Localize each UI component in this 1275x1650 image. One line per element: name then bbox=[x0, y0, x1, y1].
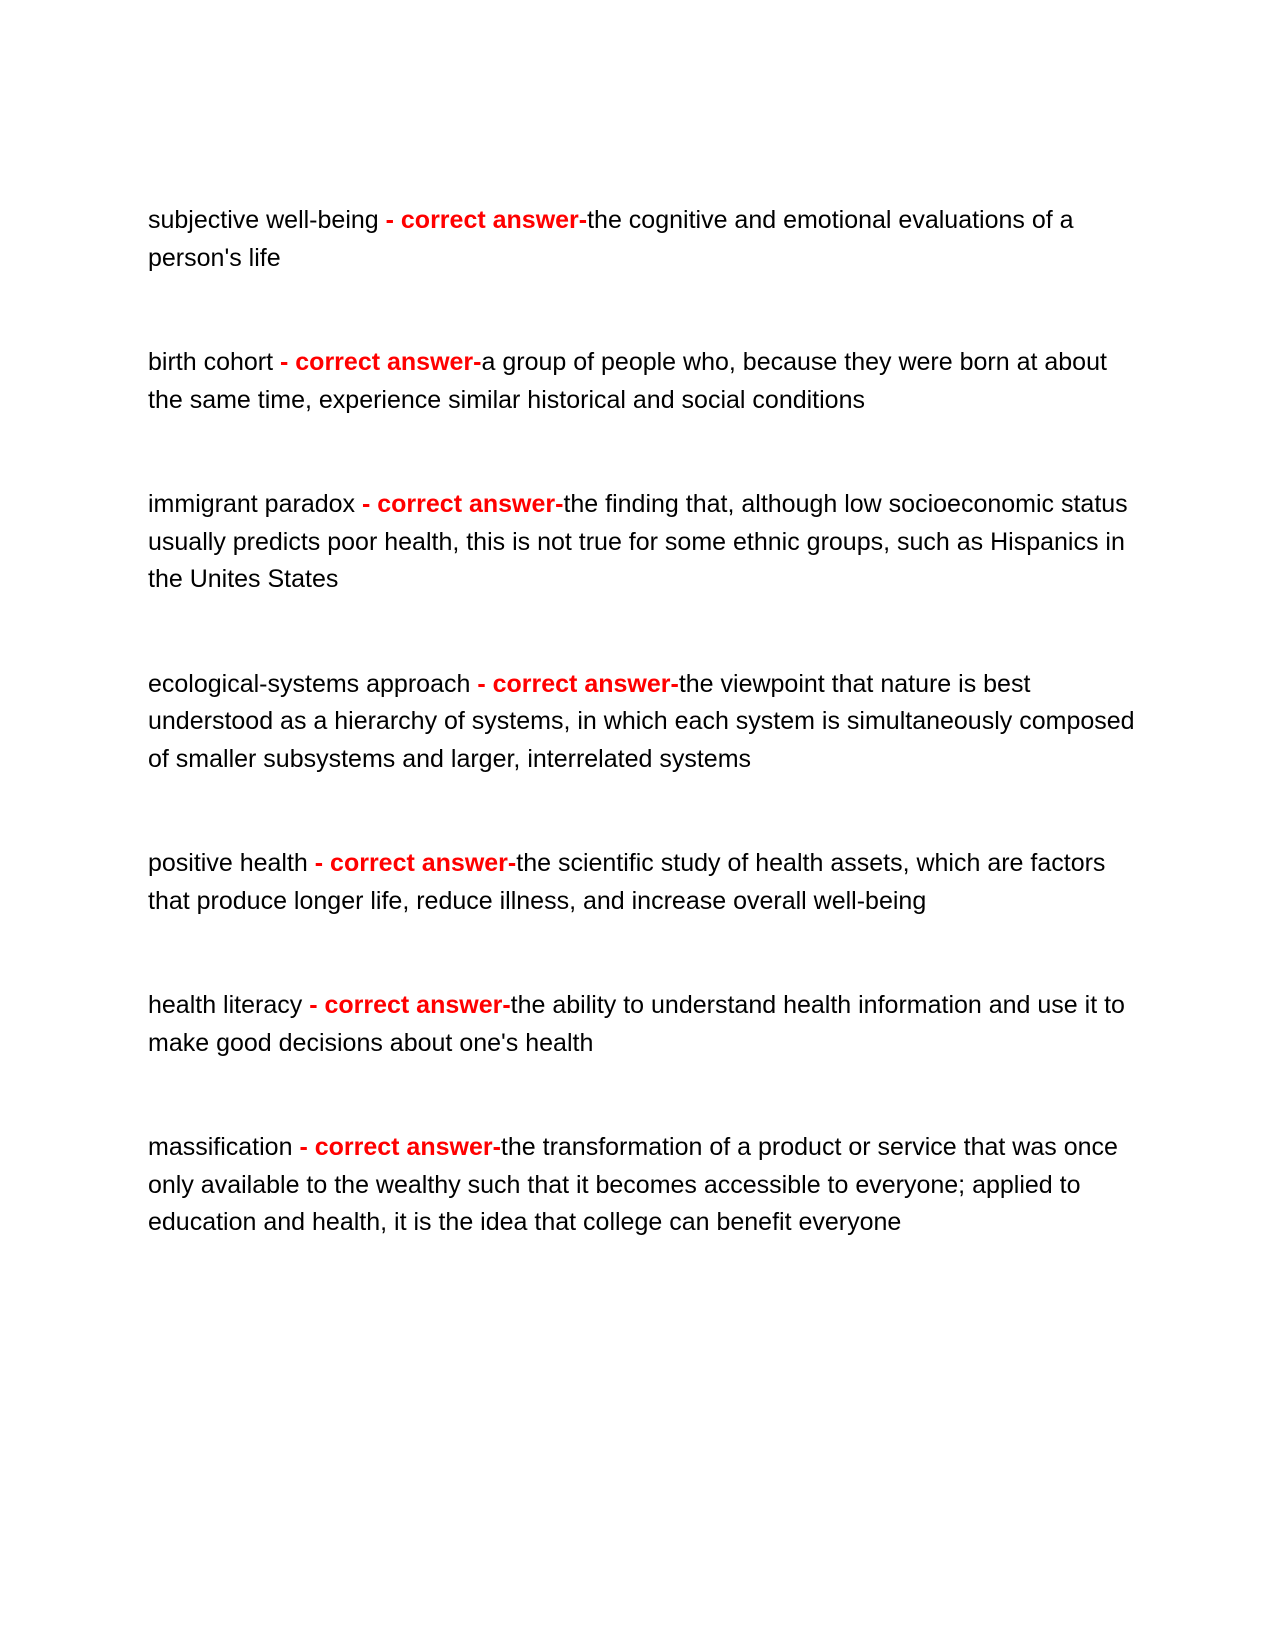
entry-definition: the scientific study of health assets, which are factors that produce longer life, reduce illness, and increase overall well-being bbox=[148, 849, 1106, 915]
flashcard-entry bbox=[148, 1129, 1138, 1242]
correct-answer-separator: - correct answer- bbox=[273, 348, 482, 376]
entry-term: ecological-systems approach bbox=[148, 669, 471, 698]
entry-term: birth cohort bbox=[148, 348, 274, 376]
flashcard-entry bbox=[148, 202, 1138, 277]
entry-definition: a group of people who, because they were born at about the same time, experience similar historical and social conditions bbox=[148, 348, 1107, 414]
correct-answer-separator: - correct answer- bbox=[307, 849, 517, 877]
correct-answer-separator: - correct answer- bbox=[302, 991, 511, 1019]
entry-definition: the cognitive and emotional evaluations of a person's life bbox=[148, 206, 1074, 272]
correct-answer-separator: - correct answer- bbox=[292, 1133, 501, 1161]
entry-definition: the viewpoint that nature is best understood as a hierarchy of systems, in which each system is simultaneously composed of smaller subsystems and larger, interrelated systems bbox=[148, 669, 1135, 773]
correct-answer-separator: - correct answer- bbox=[355, 490, 564, 518]
entry-term: immigrant paradox bbox=[148, 490, 356, 518]
entry-definition: the finding that, although low socioeconomic status usually predicts poor health, this is not true for some ethnic groups, such as Hispanics in the Unites States bbox=[148, 490, 1128, 593]
correct-answer-separator: - correct answer- bbox=[378, 206, 588, 234]
flashcard-entry bbox=[148, 845, 1138, 920]
entry-term: massification bbox=[148, 1133, 293, 1161]
flashcard-entry bbox=[148, 486, 1138, 599]
entry-term: subjective well-being bbox=[148, 206, 379, 234]
correct-answer-separator: - correct answer- bbox=[470, 669, 679, 698]
entry-term: positive health bbox=[148, 849, 308, 877]
entry-term: health literacy bbox=[148, 991, 303, 1019]
entry-definition: the ability to understand health information and use it to make good decisions about one's health bbox=[148, 991, 1125, 1057]
flashcard-entry bbox=[148, 666, 1138, 779]
flashcard-entry bbox=[148, 987, 1138, 1062]
flashcard-list bbox=[148, 202, 1138, 1309]
flashcard-entry bbox=[148, 344, 1138, 419]
entry-definition: the transformation of a product or service that was once only available to the wealthy such that it becomes accessible to everyone; applied to education and health, it is the idea that college can benefit everyone bbox=[148, 1133, 1118, 1236]
